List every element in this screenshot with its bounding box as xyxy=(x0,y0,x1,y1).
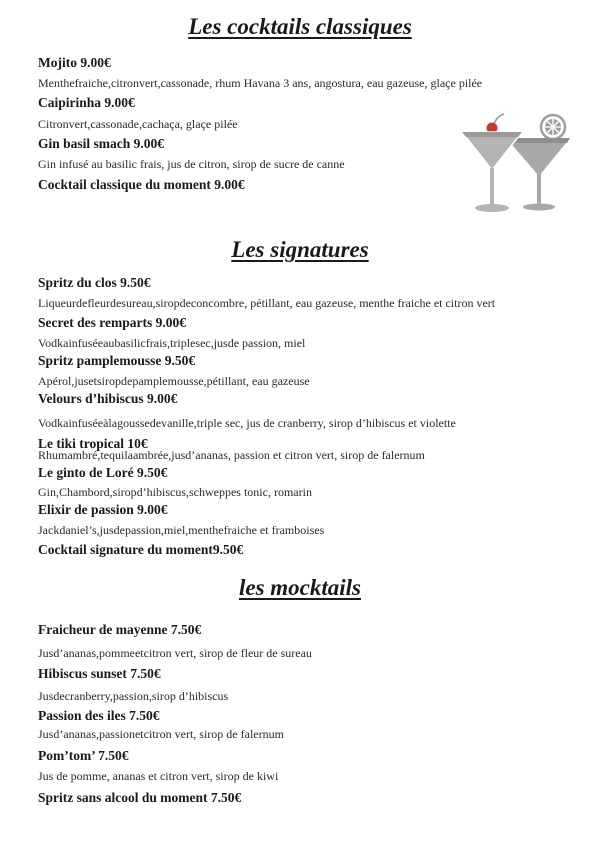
menu-item-name: Caipirinha 9.00€ xyxy=(38,95,135,110)
menu-item-description: Gin,Chambord,siropd’hibiscus,schweppes tonic, romarin xyxy=(38,485,312,499)
section-title-signatures: Les signatures xyxy=(231,237,369,262)
menu-item-name: Passion des iles 7.50€ xyxy=(38,708,160,723)
menu-item-description: Menthefraiche,citronvert,cassonade, rhum Havana 3 ans, angostura, eau gazeuse, glaçe pilée xyxy=(38,76,483,90)
menu-item-name: Cocktail signature du moment9.50€ xyxy=(38,542,244,557)
cocktail-glasses-icon xyxy=(460,112,578,220)
menu-item-description: Jusd’ananas,passionetcitron vert, sirop de falernum xyxy=(38,727,284,741)
menu-item-name: Pom’tom’ 7.50€ xyxy=(38,748,129,763)
menu-item-name: Fraicheur de mayenne 7.50€ xyxy=(38,622,202,637)
menu-item-description: Jus de pomme, ananas et citron vert, sirop de kiwi xyxy=(38,769,279,783)
menu-item-description: Apérol,jusetsiropdepamplemousse,pétillant, eau gazeuse xyxy=(38,374,310,388)
menu-item-description: Vodkainfuséeàlagoussedevanille,triple sec, jus de cranberry, sirop d’hibiscus et violette xyxy=(38,416,456,430)
menu-item-name: Spritz sans alcool du moment 7.50€ xyxy=(38,790,242,805)
menu-item-description: Rhumambré,tequilaambrée,jusd’ananas, passion et citron vert, sirop de falernum xyxy=(38,448,425,462)
menu-item-description: Gin infusé au basilic frais, jus de citron, sirop de sucre de canne xyxy=(38,157,345,171)
menu-item-name: Velours d’hibiscus 9.00€ xyxy=(38,391,178,406)
menu-item-name: Cocktail classique du moment 9.00€ xyxy=(38,177,245,192)
menu-item-name: Le ginto de Loré 9.50€ xyxy=(38,465,168,480)
menu-item-name: Spritz pamplemousse 9.50€ xyxy=(38,353,196,368)
menu-item-name: Secret des remparts 9.00€ xyxy=(38,315,186,330)
section-title-mocktails: les mocktails xyxy=(238,575,362,600)
menu-item-name: Gin basil smach 9.00€ xyxy=(38,136,165,151)
menu-item-description: Vodkainfuséeaubasilicfrais,triplesec,jusde passion, miel xyxy=(38,336,306,350)
menu-item-description: Jusd’ananas,pommeetcitron vert, sirop de fleur de sureau xyxy=(38,646,312,660)
menu-item-name: Le tiki tropical 10€ xyxy=(38,436,148,451)
menu-item-description: Liqueurdefleurdesureau,siropdeconcombre, pétillant, eau gazeuse, menthe fraiche et citron vert xyxy=(38,296,496,310)
menu-item-name: Spritz du clos 9.50€ xyxy=(38,275,151,290)
menu-item-description: Jackdaniel’s,jusdepassion,miel,menthefraiche et framboises xyxy=(38,523,325,537)
menu-item-description: Citronvert,cassonade,cachaça, glaçe pilée xyxy=(38,117,238,131)
menu-item-name: Hibiscus sunset 7.50€ xyxy=(38,666,161,681)
menu-item-description: Jusdecranberry,passion,sirop d’hibiscus xyxy=(38,689,229,703)
menu-item-name: Mojito 9.00€ xyxy=(38,55,111,70)
section-title-classiques: Les cocktails classiques xyxy=(188,14,412,39)
menu-item-name: Elixir de passion 9.00€ xyxy=(38,502,168,517)
